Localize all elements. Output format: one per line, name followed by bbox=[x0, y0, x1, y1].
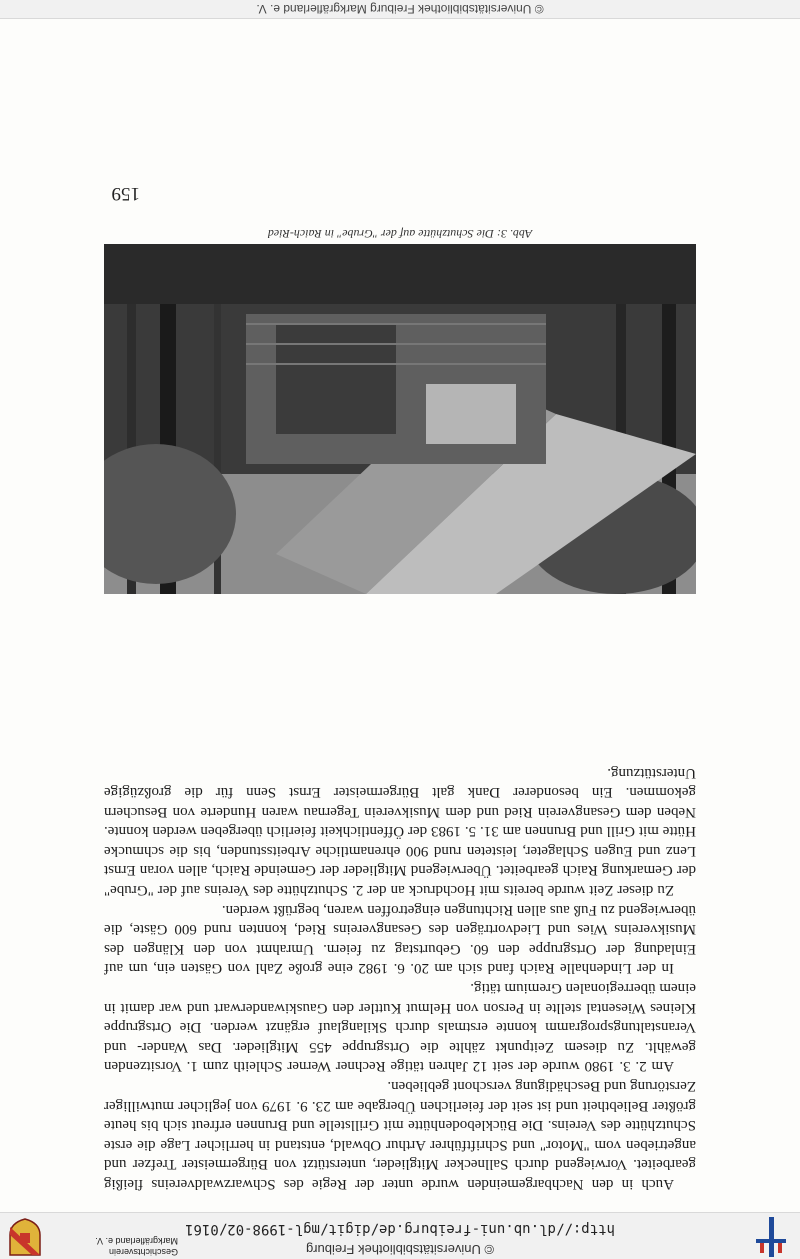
viewer-footer-bar bbox=[0, 1212, 800, 1259]
paragraph-1: Auch in den Nachbargemeinden wurde unter der Regie des Schwarzwaldvereins fleißig gearbeitet. Vorwiegend durch Sallnecker Mitglieder, unterstützt von Bürgermeister Trefzer und angetrieben vom "Motor" und Schriftführer Arthur Obwald, entstand in herrlicher Lage die erste Schutzhütte des Vereins. Die Bücklebodenhütte mit Grillstelle und Brunnen erfreut sich bis heute größter Beliebtheit und ist seit der feierlichen Übergabe am 23. 9. 1979 von jeglicher mutwilliger Zerstörung und Beschädigung verschont geblieben. bbox=[104, 1078, 696, 1192]
paragraph-4: Zu dieser Zeit wurde bereits mit Hochdruck an der 2. Schutzhütte des Vereins auf der "Grube" der Gemarkung Raich gearbeitet. Überwiegend Mitglieder der Gemeinde Raich, allen voran Ernst Lenz und Eugen Schlageter, leisteten rund 900 ehrenamtliche Arbeitsstunden, bis die schmucke Hütte mit Grill und Brunnen am 31. 5. 1983 der Öffentlichkeit feierlich übergeben werden konnte. Neben dem Gesangverein Ried und dem Musikverein Tegernau waren Hunderte von Besuchern gekommen. Ein besonderer Dank galt Bürgermeister Ernst Senn für die großzügige Unterstützung. bbox=[104, 764, 696, 899]
page-number: 159 bbox=[111, 183, 140, 204]
document-url[interactable]: http://dl.ub.uni-freiburg.de/digit/mgl-1998-02/0161 bbox=[185, 1221, 615, 1237]
association-name bbox=[48, 1235, 178, 1257]
paragraph-2: Am 2. 3. 1980 wurde der seit 12 Jahren tätige Rechner Werner Schleith zum 1. Vorsitzenden gewählt. Zu diesem Zeitpunkt zählte die Ortsgruppe 455 Mitglieder. Das Wander- und Veranstaltungsprogramm konnte erstmals durch Skilanglauf ergänzt werden. Die Ortsgruppe Kleines Wiesental stellte in Person von Helmut Kuttler den Gauskiwanderwart und war damit in einem überregionalen Gremium tätig. bbox=[104, 980, 696, 1075]
viewer-header-strip: © Universitätsbibliothek Freiburg Markgräflerland e. V. bbox=[0, 0, 800, 19]
figure-caption: Abb. 3: Die Schutzhütte auf der "Grube" in Raich-Ried bbox=[267, 227, 533, 241]
copyright-text: © Universitätsbibliothek Freiburg bbox=[305, 1242, 495, 1257]
association-line-1: Geschichtsverein bbox=[108, 1247, 178, 1257]
association-crest-icon bbox=[8, 1217, 42, 1257]
paragraph-3: In der Lindenhalle Raich fand sich am 20. 6. 1982 eine große Zahl von Gästen ein, um auf Einladung der Ortsgruppe den 60. Geburtstag zu feiern. Umrahmt von den Klängen des Musikvereins Wies und Liedvorträgen des Gesangvereins Ried, konnten rund 600 Gäste, die überwiegend zu Fuß aus allen Richtungen eingetroffen waren, begrüßt werden. bbox=[104, 901, 696, 977]
association-line-2: Markgräflerland e. V. bbox=[95, 1236, 178, 1246]
photo-schutzhuette bbox=[104, 244, 696, 594]
body-text bbox=[104, 762, 696, 1193]
